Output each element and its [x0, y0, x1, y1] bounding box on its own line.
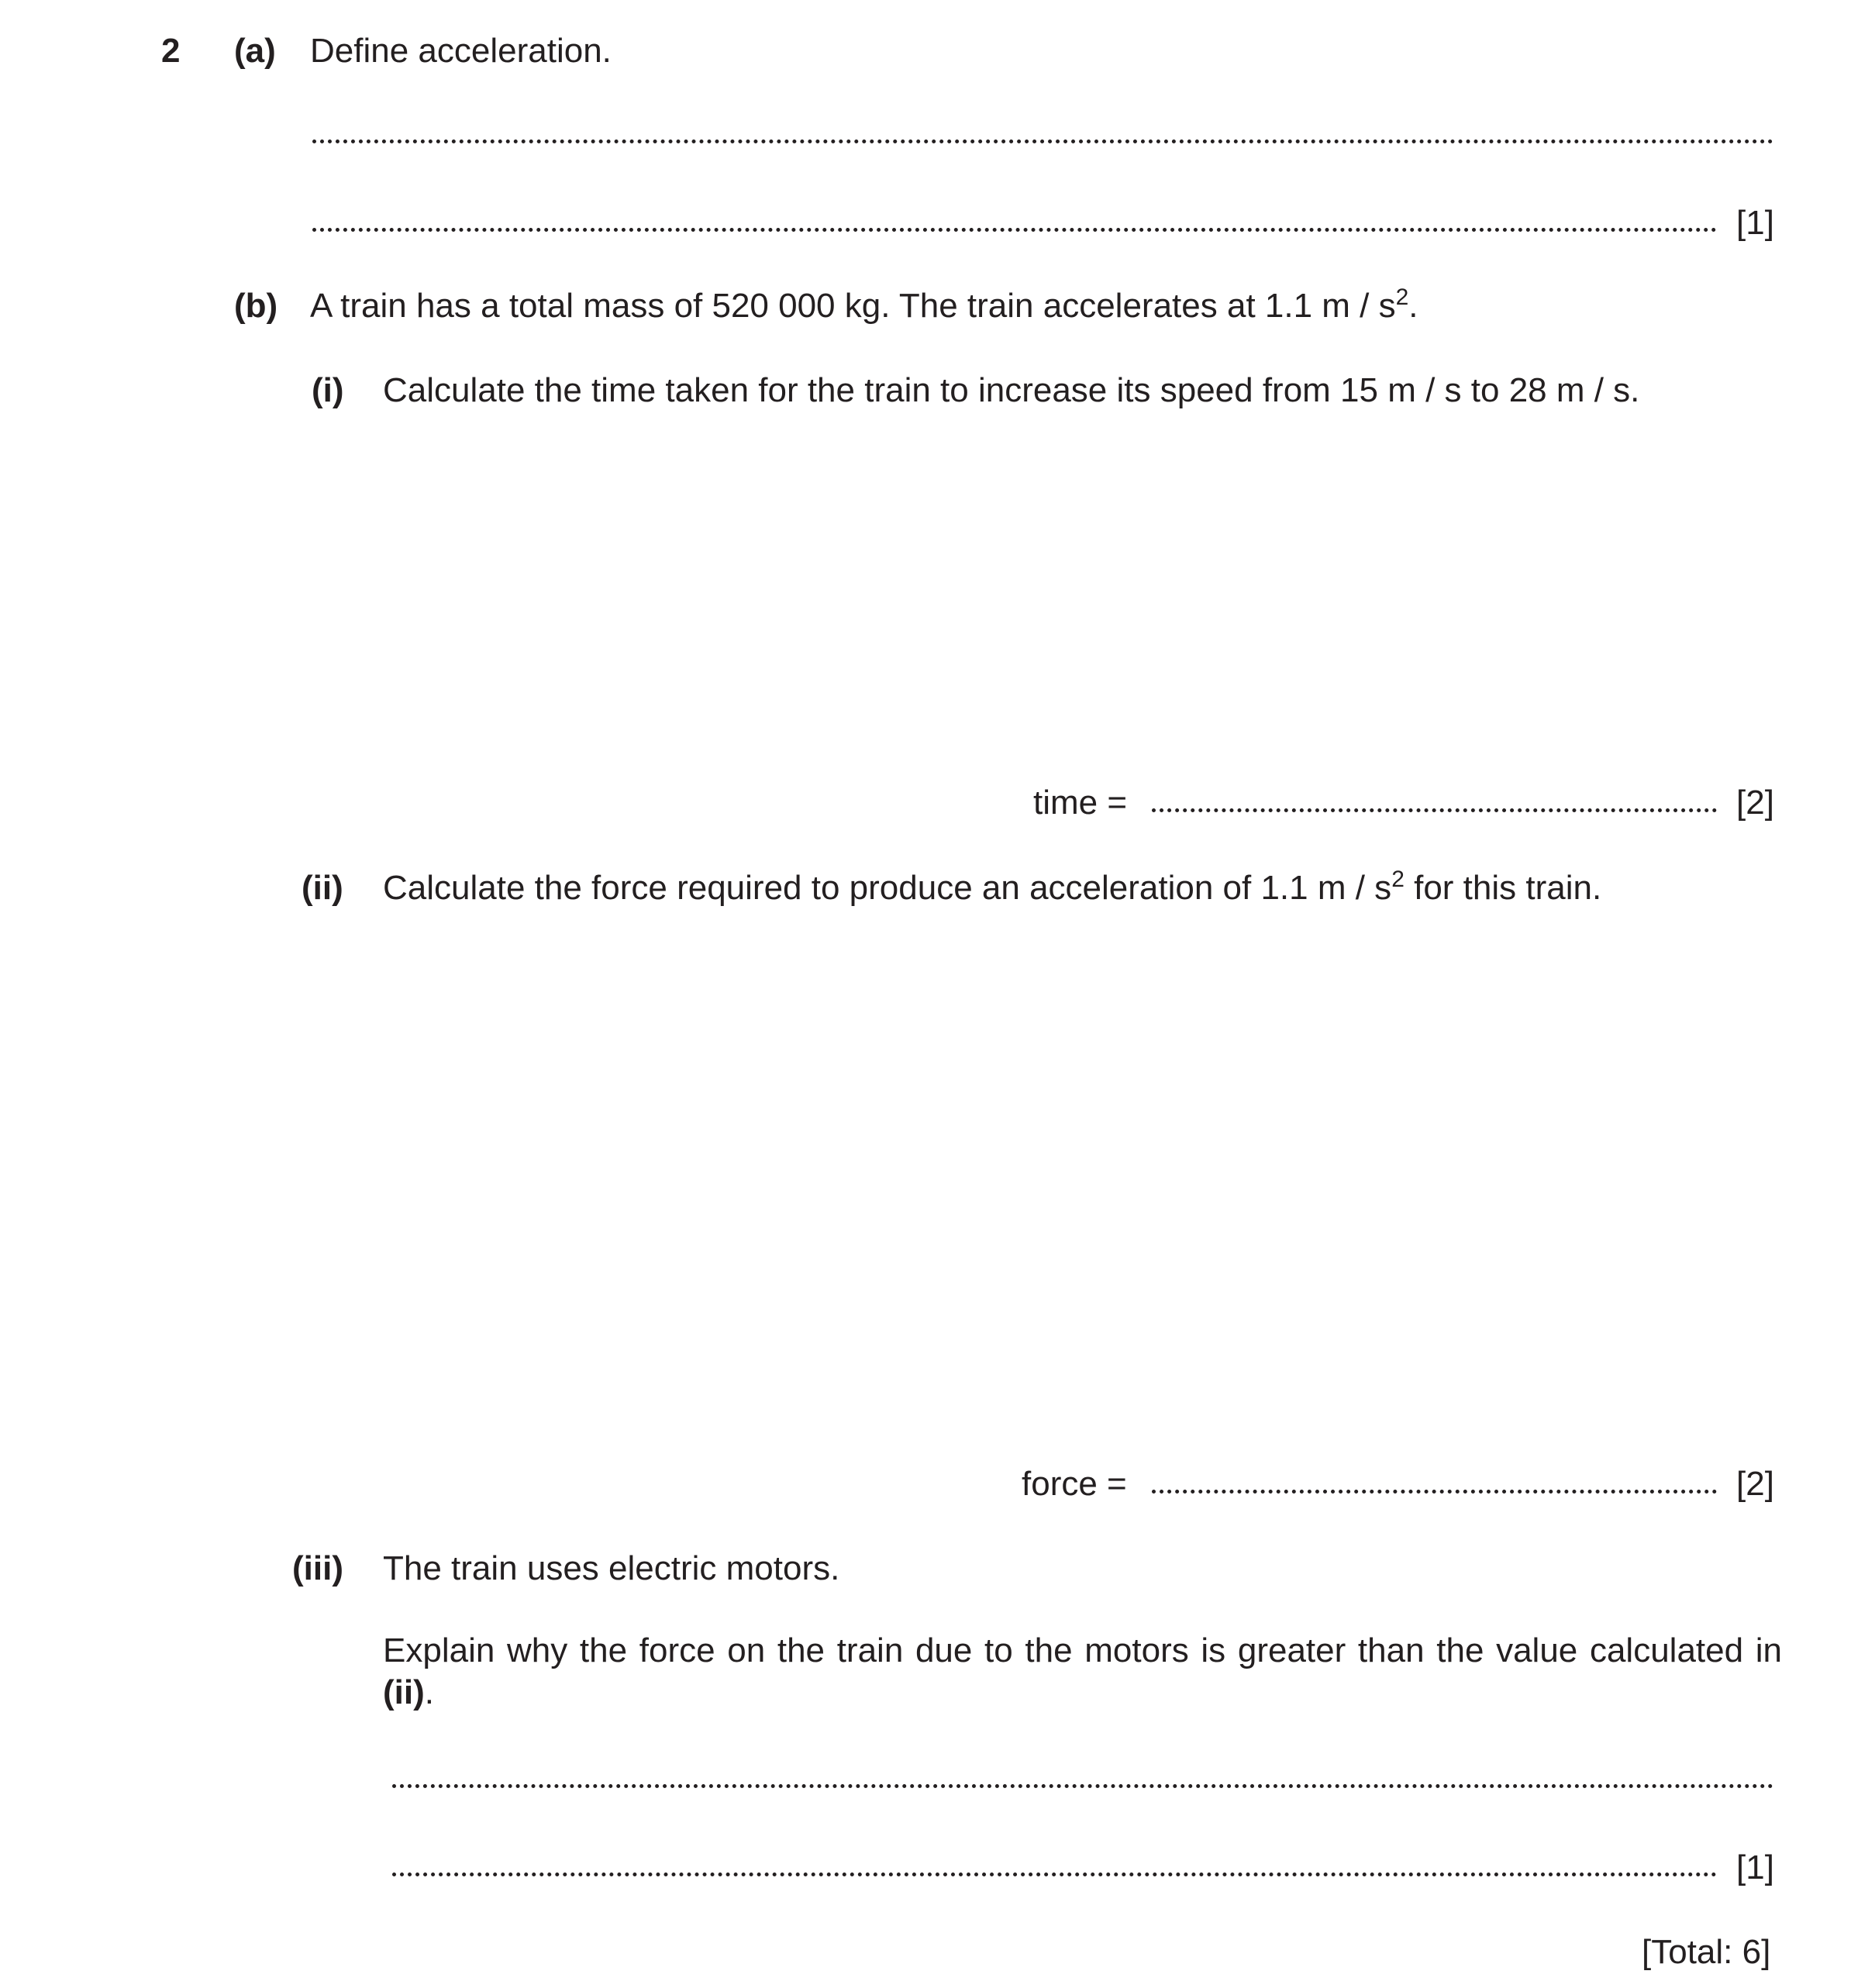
answer-line-a-2[interactable]	[312, 228, 1717, 232]
part-a-label: (a)	[234, 32, 276, 70]
sub-iii-explain	[383, 1630, 1782, 1714]
force-answer-label: force =	[1022, 1465, 1127, 1503]
part-b-text-end: .	[1408, 287, 1418, 325]
mark-b-i: [2]	[1736, 784, 1774, 822]
sub-i-text: Calculate the time taken for the train to increase its speed from 15 m / s to 28 m / s.	[383, 371, 1640, 409]
sub-iii-explain-text: Explain why the force on the train due to the motors is greater than the value calculated in	[383, 1631, 1782, 1669]
sub-i-label: (i)	[312, 371, 344, 409]
question-number: 2	[161, 32, 181, 70]
mark-b-ii: [2]	[1736, 1465, 1774, 1503]
sub-ii-text-main: Calculate the force required to produce an acceleration of 1.1 m / s	[383, 869, 1392, 907]
part-b-text	[310, 284, 1418, 325]
total-marks: [Total: 6]	[1642, 1933, 1771, 1971]
force-answer-line[interactable]	[1152, 1490, 1717, 1494]
sub-ii-text-end: for this train.	[1404, 869, 1602, 907]
sub-iii-text: The train uses electric motors.	[383, 1549, 840, 1587]
sub-ii-superscript: 2	[1391, 867, 1405, 892]
sub-iii-label: (iii)	[292, 1549, 343, 1587]
answer-line-iii-1[interactable]	[392, 1784, 1773, 1788]
part-b-label: (b)	[234, 287, 278, 325]
part-a-text: Define acceleration.	[310, 32, 612, 70]
mark-a: [1]	[1736, 204, 1774, 242]
part-b-superscript: 2	[1395, 284, 1409, 310]
sub-ii-text	[383, 867, 1602, 907]
sub-iii-explain-end: .	[424, 1673, 434, 1711]
time-answer-line[interactable]	[1152, 808, 1717, 812]
part-b-text-main: A train has a total mass of 520 000 kg. The train accelerates at 1.1 m / s	[310, 287, 1396, 325]
sub-iii-explain-ref: (ii)	[383, 1673, 425, 1711]
mark-b-iii: [1]	[1736, 1848, 1774, 1886]
answer-line-a-1[interactable]	[312, 140, 1773, 143]
sub-ii-label: (ii)	[302, 869, 343, 907]
time-answer-label: time =	[1033, 784, 1128, 822]
answer-line-iii-2[interactable]	[392, 1873, 1717, 1876]
